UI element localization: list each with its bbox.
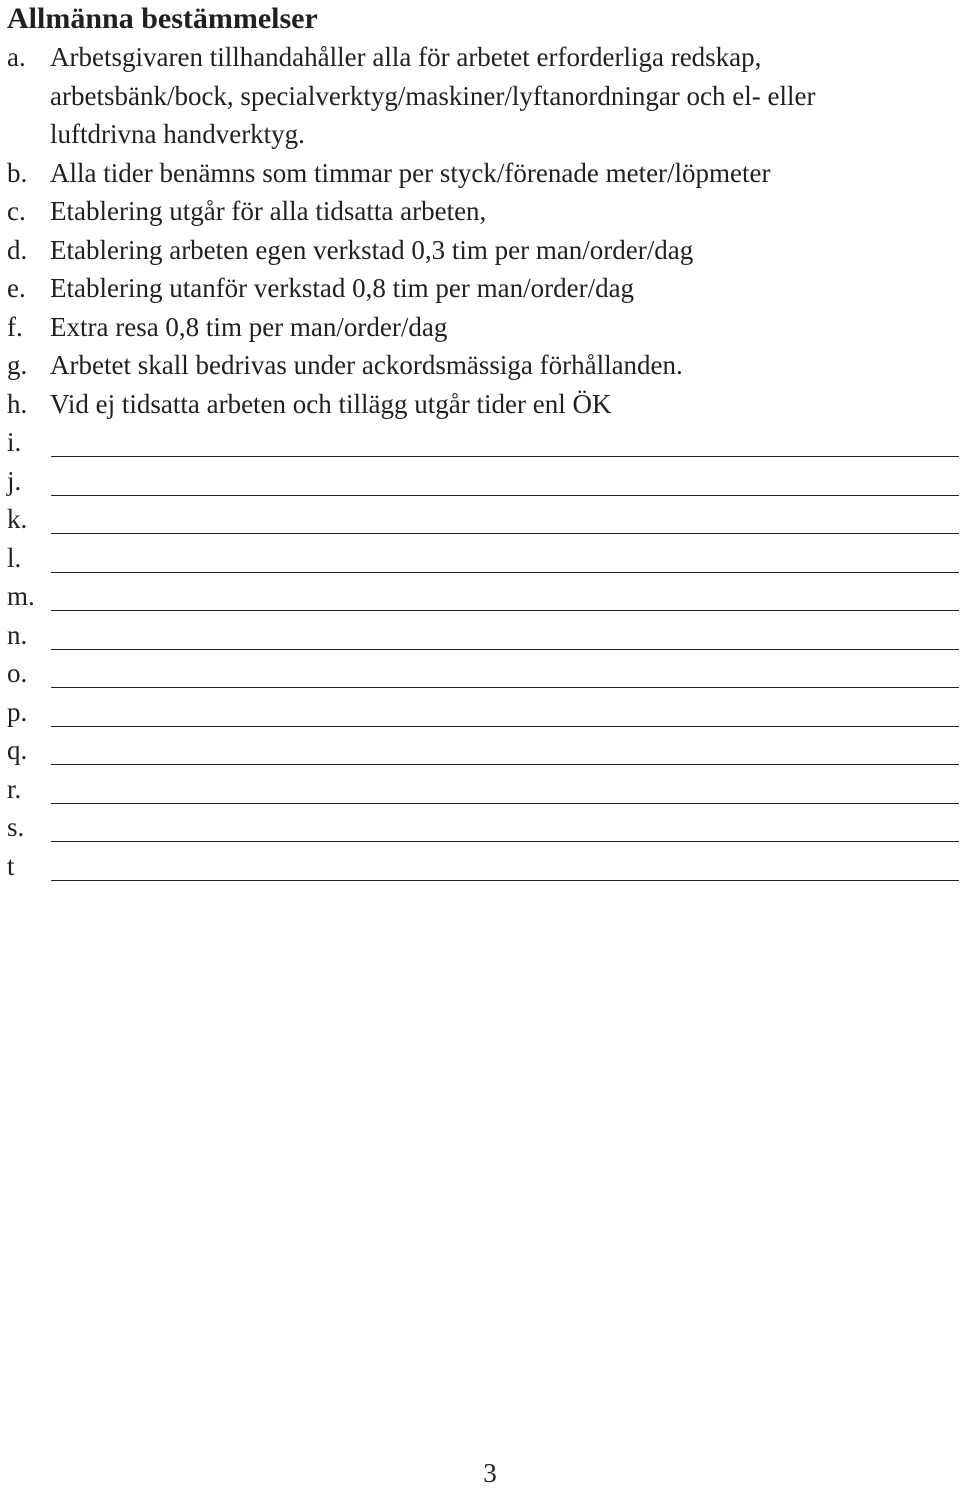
list-item-letter: f. <box>7 311 23 342</box>
fill-in-line[interactable] <box>51 572 959 573</box>
list-item-text: Etablering arbeten egen verkstad 0,3 tim per man/order/dag <box>50 234 694 265</box>
list-item-letter: k. <box>7 504 28 534</box>
list-item-letter: s. <box>7 812 25 842</box>
list-item-letter: p. <box>7 696 28 727</box>
list-item-letter: i. <box>7 427 22 457</box>
fill-in-line[interactable] <box>51 533 959 534</box>
fill-in-line[interactable] <box>51 610 959 611</box>
list-item-text: arbetsbänk/bock, specialverktyg/maskiner/lyftanordningar och el- eller <box>50 80 816 111</box>
fill-in-line[interactable] <box>51 726 959 727</box>
list-item-letter: l. <box>7 542 22 573</box>
list-item-text: Etablering utanför verkstad 0,8 tim per man/order/dag <box>50 273 635 303</box>
list-item-letter: r. <box>7 773 22 804</box>
list-item-text: Arbetsgivaren tillhandahåller alla för arbetet erforderliga redskap, <box>50 42 762 72</box>
fill-in-line[interactable] <box>51 803 959 804</box>
fill-in-line[interactable] <box>51 764 959 765</box>
list-item-letter: c. <box>7 196 26 226</box>
list-item-letter: d. <box>7 234 28 265</box>
list-item-letter: a. <box>7 42 26 72</box>
list-item-text: Extra resa 0,8 tim per man/order/dag <box>50 311 448 342</box>
list-item-text: luftdrivna handverktyg. <box>50 119 305 149</box>
fill-in-line[interactable] <box>51 649 959 650</box>
list-item-letter: q. <box>7 735 28 765</box>
list-item-text: Arbetet skall bedrivas under ackordsmässiga förhållanden. <box>50 350 683 380</box>
fill-in-line[interactable] <box>51 687 959 688</box>
list-item-letter: h. <box>7 388 28 419</box>
section-heading: Allmänna bestämmelser <box>7 2 318 35</box>
list-item-letter: e. <box>7 273 26 303</box>
fill-in-line[interactable] <box>51 880 959 881</box>
list-item-letter: g. <box>7 350 28 380</box>
list-item-letter: j. <box>7 465 22 496</box>
list-item-text: Etablering utgår för alla tidsatta arbeten, <box>50 196 487 226</box>
list-item-letter: o. <box>7 658 28 688</box>
list-item-text: Alla tider benämns som timmar per styck/förenade meter/löpmeter <box>50 157 771 188</box>
list-item-letter: m. <box>7 581 35 611</box>
page-number: 3 <box>483 1458 497 1488</box>
list-item-letter: b. <box>7 157 28 188</box>
fill-in-line[interactable] <box>51 495 959 496</box>
list-item-letter: t <box>7 850 15 881</box>
list-item-letter: n. <box>7 619 28 650</box>
list-item-text: Vid ej tidsatta arbeten och tillägg utgår tider enl ÖK <box>50 388 612 419</box>
fill-in-line[interactable] <box>51 456 959 457</box>
fill-in-line[interactable] <box>51 841 959 842</box>
